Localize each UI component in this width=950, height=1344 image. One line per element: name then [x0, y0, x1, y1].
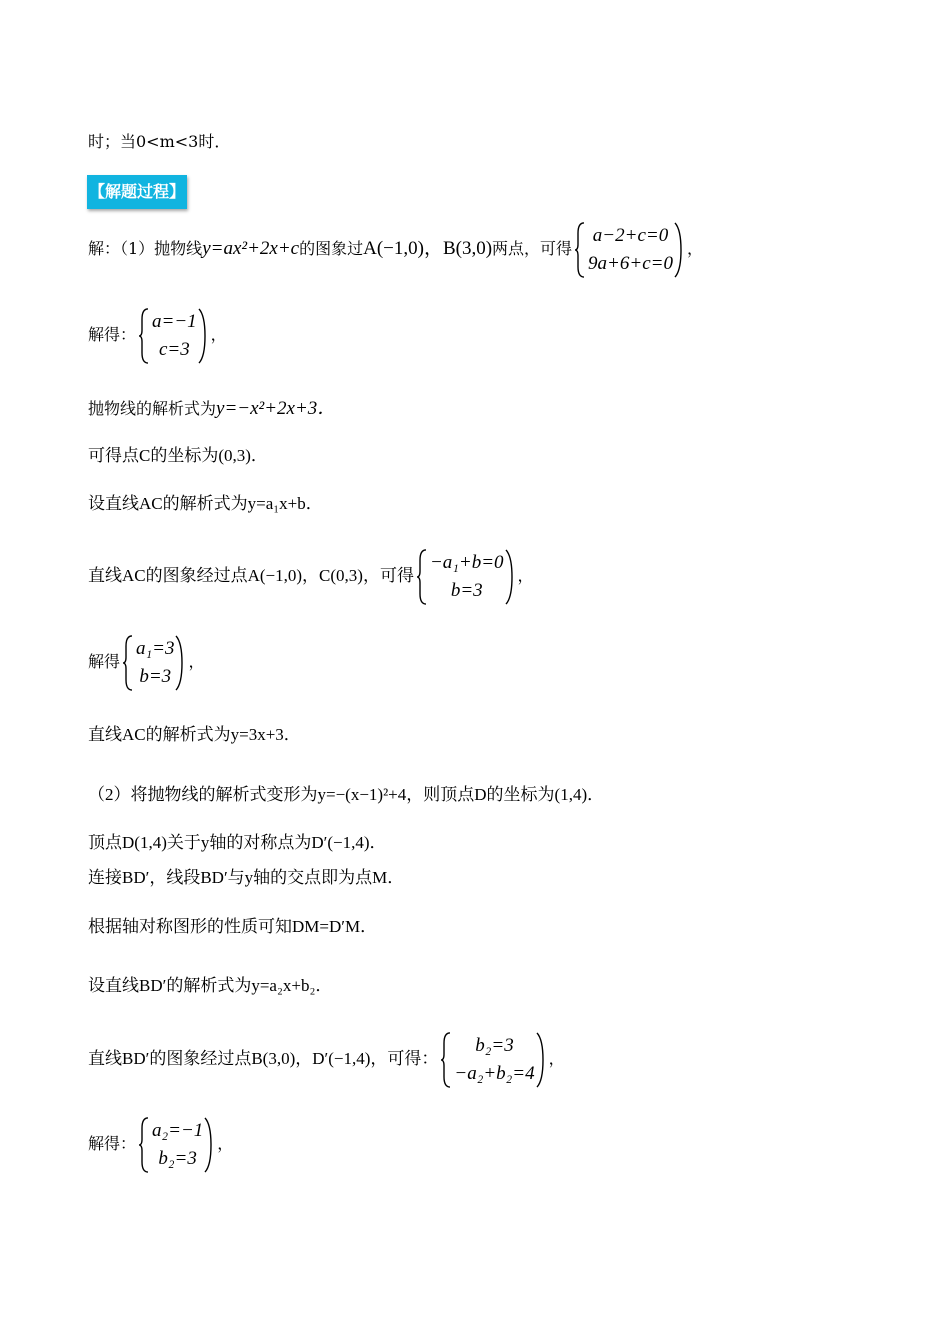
system6-row1: a₂=−1 [152, 1119, 204, 1141]
text-line-2 [88, 219, 703, 279]
equation-system-5 [440, 1032, 546, 1088]
text-line-1: 时；当0<m<3时． [88, 132, 231, 151]
comma-1: ， [686, 239, 703, 258]
system3-row2: b=3 [450, 579, 483, 601]
system2-row1: a=−1 [152, 310, 197, 332]
comma-3: ， [517, 566, 534, 585]
line8-prefix: 解得 [88, 652, 121, 671]
system6-row2: b₂=3 [158, 1147, 197, 1169]
system1-row2: 9a+6+c=0 [588, 252, 673, 274]
comma-5: ， [548, 1049, 565, 1068]
line15-text: 直线BD′的图象经过点B(3,0)，D′(−1,4)，可得： [88, 1049, 439, 1068]
line4-text: 抛物线的解析式为 [88, 399, 217, 418]
system2-row2: c=3 [158, 338, 190, 360]
line3-prefix: 解得： [88, 325, 137, 344]
equation-system-1 [574, 222, 685, 278]
system1-row1: a−2+c=0 [592, 224, 669, 246]
line4-equation: y=−x²+2x+3． [216, 398, 337, 419]
system4-row2: b=3 [139, 665, 172, 687]
line2-mid: 的图象过 [299, 239, 364, 258]
text-line-3 [88, 305, 227, 365]
text-line-4 [88, 397, 336, 421]
text-line-9: 直线AC的解析式为y=3x+3． [88, 725, 301, 744]
text-line-5: 可得点C的坐标为(0,3)． [88, 446, 268, 465]
system5-row2: −a₂+b₂=4 [454, 1062, 535, 1084]
comma-4: ， [188, 652, 205, 671]
text-line-8 [88, 632, 204, 692]
line2-points: A(−1,0)，B(3,0) [363, 238, 493, 259]
line2-equation: y=ax²+2x+c [202, 238, 300, 259]
comma-2: ， [210, 325, 227, 344]
text-line-12: 连接BD′，线段BD′与y轴的交点即为点M． [88, 868, 405, 887]
equation-system-6 [138, 1117, 215, 1173]
text-line-6: 设直线AC的解析式为y=a₁x+b． [88, 494, 323, 513]
text-line-10: （2）将抛物线的解析式变形为y=−(x−1)²+4，则顶点D的坐标为(1,4)． [88, 785, 605, 804]
text-line-7 [88, 546, 534, 606]
system3-row1: −a₁+b=0 [429, 551, 504, 573]
text-line-11: 顶点D(1,4)关于y轴的对称点为D′(−1,4)． [88, 833, 387, 852]
equation-system-3 [416, 549, 516, 605]
line16-prefix: 解得： [88, 1134, 137, 1153]
comma-6: ， [217, 1134, 234, 1153]
system5-row1: b₂=3 [475, 1034, 514, 1056]
equation-system-4 [122, 635, 186, 691]
solution-process-tag: 【解题过程】 [87, 175, 187, 209]
text-line-13: 根据轴对称图形的性质可知DM=D′M． [88, 917, 378, 936]
equation-system-2 [138, 308, 209, 364]
text-line-16 [88, 1114, 233, 1174]
system4-row1: a₁=3 [136, 637, 175, 659]
line2-suffix: 两点，可得 [492, 239, 573, 258]
line7-text: 直线AC的图象经过点A(−1,0)，C(0,3)，可得 [88, 566, 414, 585]
line2-prefix: 解：（1）抛物线 [88, 239, 203, 258]
text-line-15 [88, 1029, 565, 1089]
text-line-14: 设直线BD′的解析式为y=a₂x+b₂． [88, 976, 333, 995]
